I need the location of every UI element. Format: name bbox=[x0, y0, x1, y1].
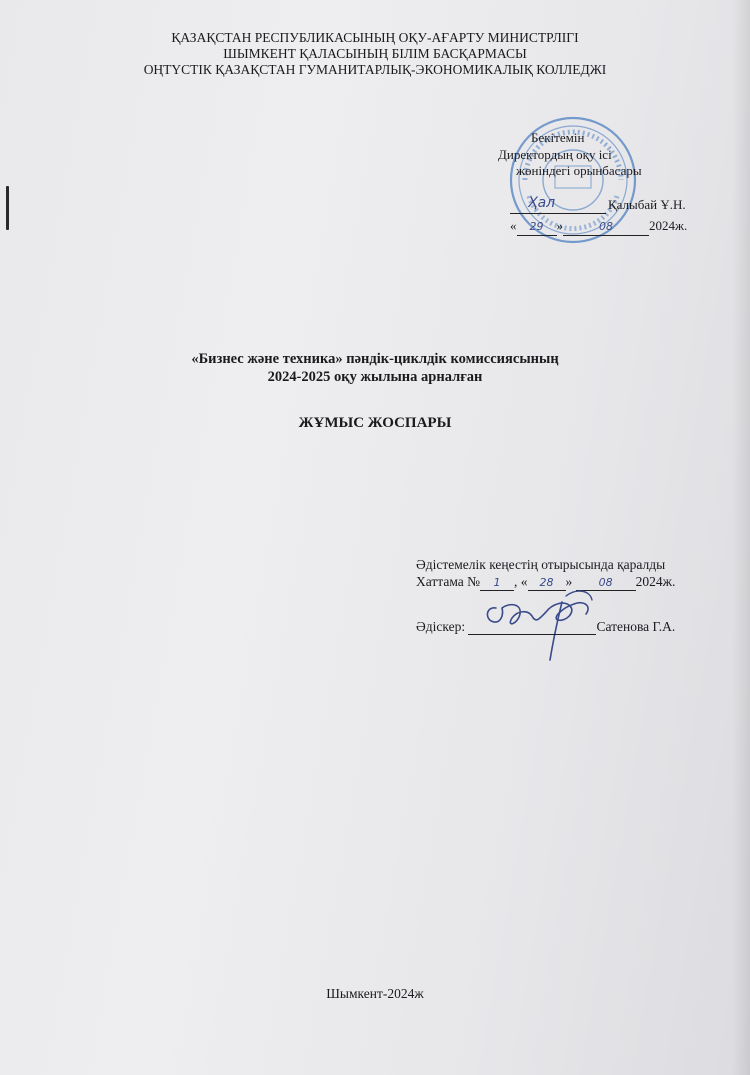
protocol-year: 2024ж. bbox=[635, 574, 676, 589]
plan-subject bbox=[0, 350, 750, 386]
approval-day: 29 bbox=[517, 219, 557, 236]
protocol-line: Хаттама № 1 , « 28 » 08 2024ж. bbox=[416, 574, 676, 589]
page-shadow bbox=[732, 0, 750, 1075]
ministry-line: ҚАЗАҚСТАН РЕСПУБЛИКАСЫНЫҢ ОҚУ-АҒАРТУ МИНИСТРЛІГІ bbox=[171, 30, 579, 45]
approval-signature: Ҳал bbox=[528, 195, 556, 211]
approval-position-line1: Директордың оқу ісі bbox=[498, 147, 612, 162]
document-title: ЖҰМЫС ЖОСПАРЫ bbox=[298, 415, 452, 431]
approval-year: 2024ж. bbox=[649, 218, 688, 233]
binder-mark bbox=[6, 186, 9, 230]
methodist-line bbox=[416, 619, 675, 635]
approver-name: Қалыбай Ұ.Н. bbox=[608, 197, 686, 212]
academic-year-line: 2024-2025 оқу жылына арналған bbox=[267, 369, 483, 385]
protocol-number: 1 bbox=[480, 576, 514, 591]
commission-line: «Бизнес және техника» пәндік-циклдік комиссиясының bbox=[191, 351, 559, 367]
approval-signature-row bbox=[510, 197, 720, 215]
approval-title: Бекітемін bbox=[531, 130, 585, 145]
council-reviewed-line: Әдістемелік кеңестің отырысында қаралды bbox=[416, 557, 666, 572]
approval-signature-line bbox=[510, 213, 606, 214]
place-year: Шымкент-2024ж bbox=[326, 986, 424, 1001]
document-header bbox=[0, 30, 750, 78]
protocol-day: 28 bbox=[528, 576, 566, 591]
department-line: ШЫМКЕНТ ҚАЛАСЫНЫҢ БІЛІМ БАСҚАРМАСЫ bbox=[223, 46, 527, 61]
approval-date: « 29 » 08 2024ж. bbox=[510, 218, 730, 236]
methodist-signature-line bbox=[468, 620, 596, 635]
methodist-label: Әдіскер: bbox=[416, 619, 466, 634]
protocol-month: 08 bbox=[576, 576, 636, 591]
college-line: ОҢТҮСТІК ҚАЗАҚСТАН ГУМАНИТАРЛЫҚ-ЭКОНОМИКАЛЫҚ КОЛЛЕДЖІ bbox=[143, 62, 607, 77]
methodist-name: Сатенова Г.А. bbox=[596, 619, 676, 634]
approval-position-line2: жөніндегі орынбасары bbox=[516, 163, 642, 178]
approval-month: 08 bbox=[563, 219, 649, 236]
